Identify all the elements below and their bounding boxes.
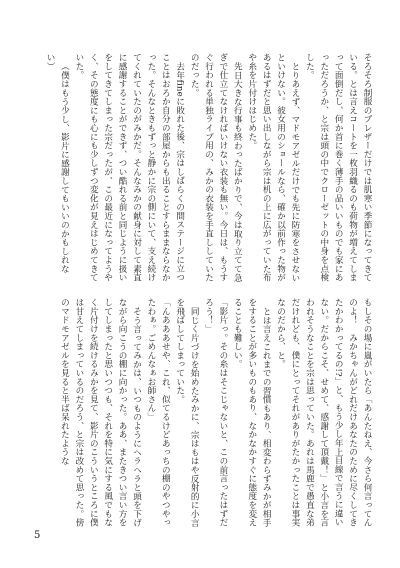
paragraph: 去年fineに敗れた後、宗はしばらくの間ステージに立つことはおろか自分の部屋からも出ることすらままならなかった。そんなときもずっと静かに宗の側にいて、支え続けてくれていたのがみかだ。そんなみかの献身に対して素直に感謝することができず、つい酷れる前と同じように扱いをしてきてしまった宗だったが、この最近になってようやく、その態度にも心にも少しずつ変化が見えはじめてきていた。 bbox=[73, 53, 185, 282]
paragraph: 同じく片づけを始めたみかに、宗はもはや反射的に小言を飛ばしてしまっていた。 bbox=[174, 298, 200, 527]
paragraph: （僕はもう少し、影片に感謝してもいいのかもしれない） bbox=[45, 53, 70, 273]
upper-text-block bbox=[34, 53, 374, 285]
dialogue: 「影片っ。その糸はそこじゃないと、この前言ったはずだろう！」 bbox=[203, 298, 228, 527]
paragraph: とりあえず、マドモアゼルだけでも先に防寒をさせないといけない。彼女用のショールなら、確か以前作った物があるはずだと思い出しながら宗は机の上に広がっていた布や糸を片付けはじめた。 bbox=[246, 53, 300, 282]
paragraph: 先日大きな行事も終わったばかりで、今は取り立てて急ぎで仕立てなければいけない衣装も無い。今日は、もうすぐ行われる単独ライブ用の、みかの衣装を手直ししていたのだった。 bbox=[189, 53, 243, 282]
paragraph: とは言えこれまでの習慣もあり、相変わらずみかが相手をすることが多いものもあり、なかなかすぐに態度を変えることも難しい。 bbox=[232, 298, 272, 527]
paragraph: そう言ってみかは、いつものようにヘラヘラと頭を下げながら向こうの棚に向かった。ああ、またきつい言い方をしてしまったと思いつつも、それを特に気にする風でもなく片付けを続けるみかを見て、影片のこういうところに僕は甘えてしまっているのだろう、と宗は改めて思った。傍のマドモアゼルを見ると半ば呆れたような bbox=[59, 298, 142, 527]
dialogue: 「んあああせや、これ、似てるけどあっちの棚のやつやったわぁ。ごめんなぁお師さん」 bbox=[145, 298, 171, 527]
lower-text-block bbox=[34, 298, 374, 530]
paragraph: もしその場に嵐がいたら「あんたねえ、今さら何言ってんのよ！ みかちゃんがどれだけあなたのために尽くしてきたかわかってるの!?」と、もう少し年上目線で言うに違いない。だからこそ、せめて、感謝して頂戴！」と小言を言われそうなことを宗は思っていた。あれは馬鹿で愚直な弟だけれども、僕にとってそれがありがたかったことは事実なのだから、と。 bbox=[275, 298, 372, 527]
paragraph: そろそろ制服のブレザーだけでは肌寒い季節になってきている。とは言えコートを一枚羽織るのも荷物が増えてしまって面倒だし、何か首に巻く薄手の品いいものでも家にあっただろうか、と宗は頭の中でクローゼットの中身を点検した。 bbox=[304, 53, 372, 282]
page-number: 5 bbox=[34, 530, 41, 541]
